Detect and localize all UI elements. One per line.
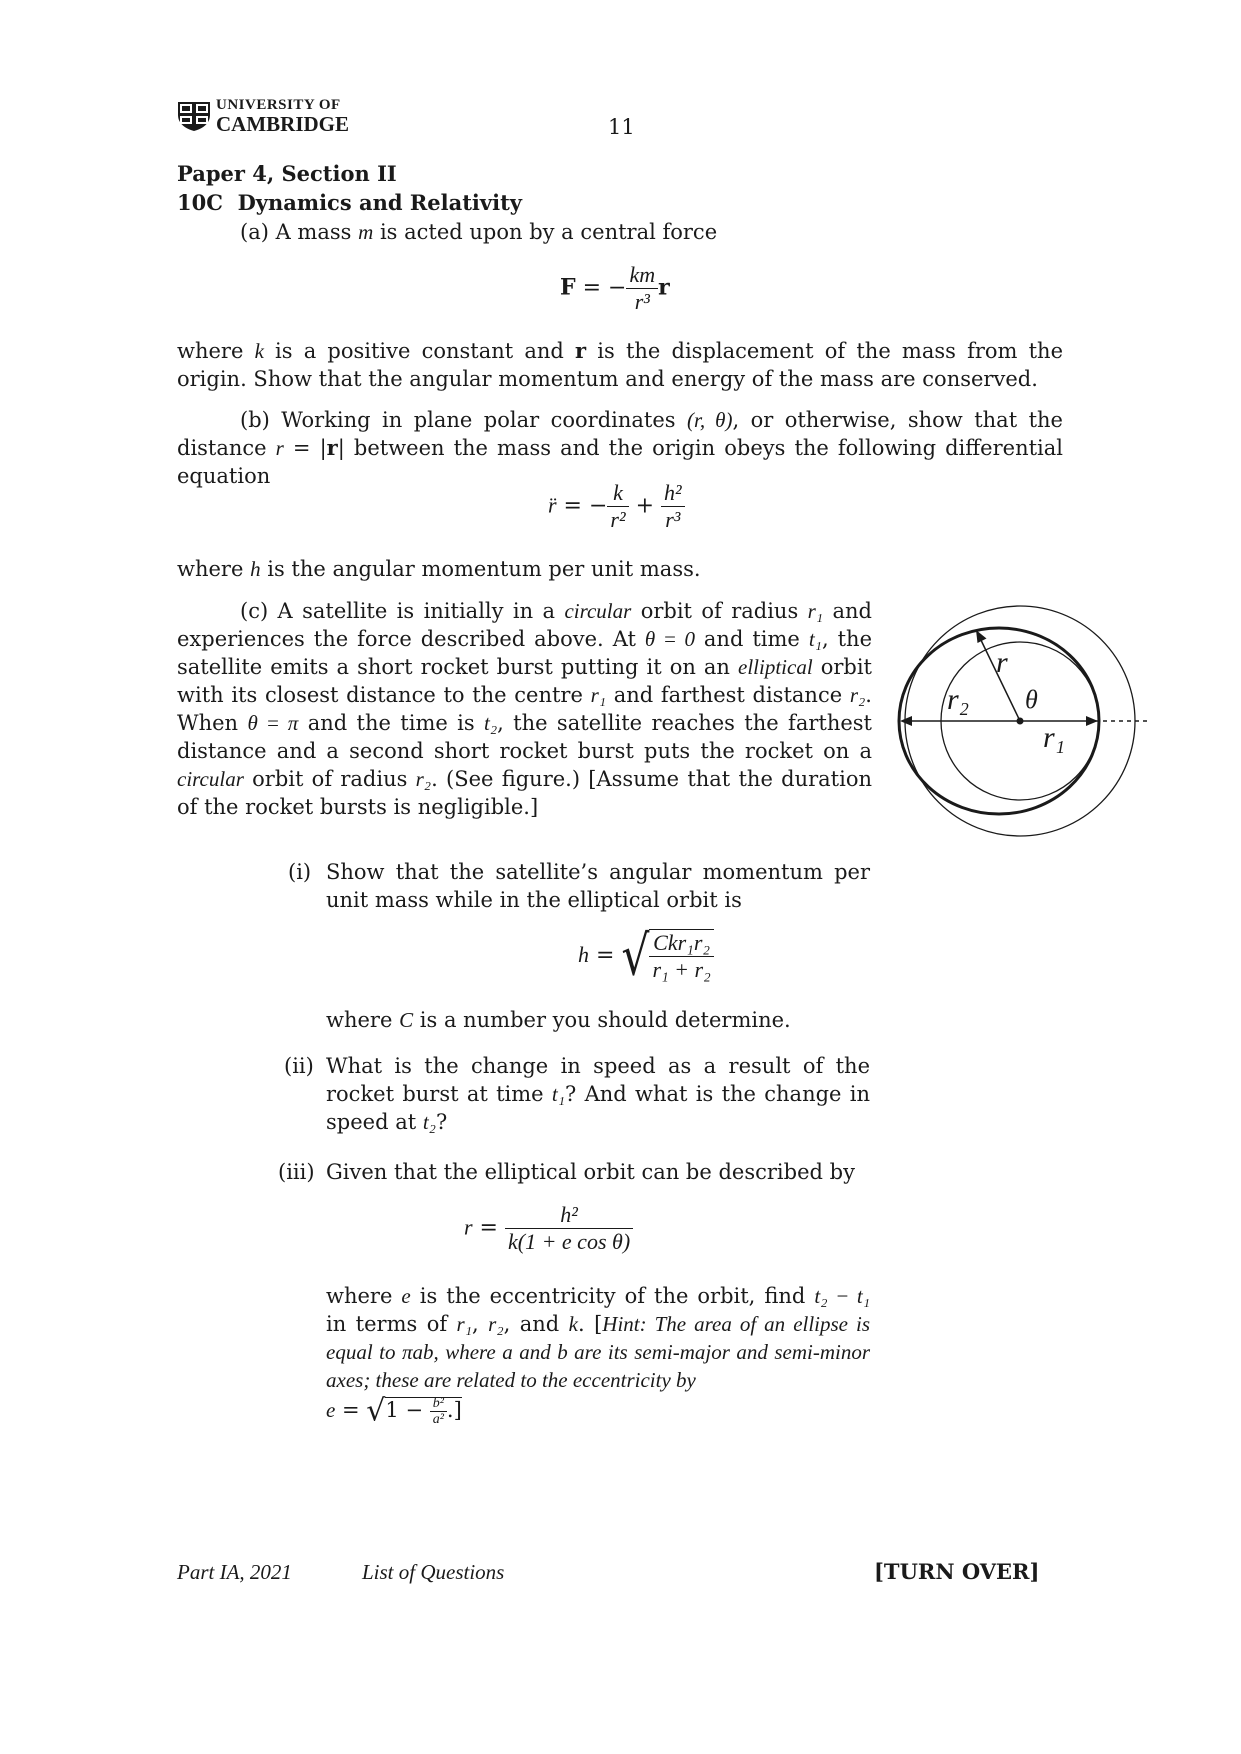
sub-iii-label: (iii) xyxy=(278,1160,315,1184)
eq-orbit-den: k(1 + e cos θ) xyxy=(507,1229,631,1254)
text-span: is a number you should determine. xyxy=(413,1008,791,1032)
math-t2: t₂ xyxy=(422,1110,436,1134)
math-coords: (r, θ) xyxy=(687,408,733,432)
question-number: 10C xyxy=(177,190,223,215)
eq-h-lhs: h xyxy=(578,942,589,967)
math-r1: r₁ xyxy=(807,599,824,623)
sqrt-sign-icon: √ xyxy=(366,1393,386,1429)
text-span: .] xyxy=(446,1398,462,1422)
part-b-text xyxy=(177,406,1063,490)
math-r-bold: r xyxy=(326,435,338,460)
text-span: What is the change in speed as a result of the rocket burst at time xyxy=(326,1054,870,1106)
math-thetapi: θ = π xyxy=(247,711,299,735)
question-title: Dynamics and Relativity xyxy=(237,190,522,215)
eq-ode-eq: = − xyxy=(556,493,608,519)
eq-orbit-fraction xyxy=(505,1202,633,1255)
eq-ode-plus: + xyxy=(628,493,662,519)
eq-ode-num2: h² xyxy=(661,480,685,507)
eq-ode-num1: k xyxy=(607,480,628,507)
math-k: k xyxy=(568,1312,578,1336)
math-r: r xyxy=(275,436,284,460)
text-span: is the angular momentum per unit mass. xyxy=(260,557,701,581)
r1-arrowhead-icon xyxy=(1086,716,1098,726)
r-arrowhead-icon xyxy=(976,630,987,643)
text-span: is acted upon by a central force xyxy=(373,220,718,244)
sub-i-label: (i) xyxy=(288,860,312,884)
text-span: | xyxy=(337,436,345,460)
label-r: r xyxy=(996,646,1008,679)
section-heading: Paper 4, Section II xyxy=(177,161,397,186)
equation-ode xyxy=(548,480,685,533)
eq-ode-frac1 xyxy=(607,480,628,533)
sub-iii-where xyxy=(326,1282,870,1427)
emph-circular: circular xyxy=(177,767,244,791)
text-span: and time xyxy=(694,627,809,651)
footer-list: List of Questions xyxy=(362,1560,505,1584)
math-t1: t₁ xyxy=(551,1082,566,1106)
math-theta0: θ = 0 xyxy=(644,627,695,651)
eq-force-eq: = − xyxy=(575,275,627,301)
text-span: 1 − xyxy=(385,1398,430,1422)
eq-orbit-num: h² xyxy=(505,1202,633,1229)
eq-h-num: Ckr₁r₂ xyxy=(649,930,713,957)
text-span: Working in plane polar coordinates xyxy=(269,408,688,432)
equation-h xyxy=(578,924,714,988)
sqrt-sign-icon: √ xyxy=(621,924,650,988)
text-span: , xyxy=(472,1312,489,1336)
text-span: where xyxy=(177,557,251,581)
sub-iii-text: Given that the elliptical orbit can be described by xyxy=(326,1160,855,1184)
part-c-label: (c) xyxy=(240,599,269,623)
eq-h-den: r₁ + r₂ xyxy=(652,957,711,982)
emph-elliptical: elliptical xyxy=(738,655,813,679)
text-span: where xyxy=(326,1008,400,1032)
text-span: and experiences the force described above. At xyxy=(177,599,872,651)
text-span: A satellite is initially in a xyxy=(268,599,565,623)
sub-ii-text xyxy=(326,1052,870,1136)
part-b-label: (b) xyxy=(240,408,270,432)
text-span: , and xyxy=(503,1312,569,1336)
text-span: in terms of xyxy=(326,1312,457,1336)
math-m: m xyxy=(358,220,374,244)
math-r1: r₁ xyxy=(590,683,607,707)
sub-i-text: Show that the satellite’s angular momentum per unit mass while in the elliptical orbit is xyxy=(326,860,870,912)
eccentricity-formula xyxy=(326,1393,870,1429)
text-span: and the time is xyxy=(298,711,484,735)
text-span: orbit of radius xyxy=(631,599,808,623)
math-r-bold: r xyxy=(575,338,587,363)
text-span: . [ xyxy=(577,1312,603,1336)
eq-orbit-lhs: r xyxy=(464,1214,473,1240)
text-span: = | xyxy=(283,436,327,460)
text-span: is the displacement of the mass from the origin. Show that the angular momentum and energy of the mass are conserved. xyxy=(177,339,1063,391)
math-k: k xyxy=(254,339,264,363)
eq-ode-den2: r³ xyxy=(665,507,681,532)
eq-h-sqrt xyxy=(621,924,713,988)
logo-line-1: UNIVERSITY OF xyxy=(216,97,341,113)
frac-num: b² xyxy=(430,1396,447,1412)
eq-h-fraction xyxy=(649,929,713,983)
r2-arrowhead-icon xyxy=(900,716,912,726)
hint-text: Hint: The area of an ellipse is equal to πab, where a and b are its semi-major and semi-minor axes; these are related to the eccentricity by xyxy=(326,1312,871,1392)
math-t2: t₂ xyxy=(484,711,498,735)
part-b-where xyxy=(177,555,701,583)
math-e: e xyxy=(326,1398,336,1422)
math-t1: t₁ xyxy=(808,627,822,651)
math-r2: r₂ xyxy=(488,1312,504,1336)
math-r2: r₂ xyxy=(415,767,432,791)
text-span: = xyxy=(335,1398,367,1422)
text-span: where xyxy=(326,1284,402,1308)
footer-part: Part IA, 2021 xyxy=(177,1560,292,1584)
text-span: ? xyxy=(435,1110,448,1134)
text-span: , the satellite reaches the farthest distance and a second short rocket burst puts the rocket on a xyxy=(177,711,872,763)
orbit-figure xyxy=(895,596,1155,846)
text-span: and farthest distance xyxy=(606,683,850,707)
frac-den: a² xyxy=(432,1412,444,1427)
eq-force-num: km xyxy=(626,262,658,289)
sqrt-body xyxy=(385,1396,462,1427)
sub-ii-label: (ii) xyxy=(284,1054,314,1078)
eq-force-lhs: F xyxy=(560,274,576,301)
eq-force-den: r³ xyxy=(634,289,650,314)
eq-ode-lhs: r̈ xyxy=(548,492,557,518)
eq-force-fraction xyxy=(626,262,658,315)
text-span: , the satellite emits a short rocket burst putting it on an xyxy=(177,627,872,679)
math-r1: r₁ xyxy=(456,1312,473,1336)
math-C: C xyxy=(399,1008,414,1032)
eq-force-rhs: r xyxy=(658,274,670,301)
label-r1: r₁ xyxy=(1043,721,1066,754)
text-span: where xyxy=(177,339,255,363)
eq-ode-frac2 xyxy=(661,480,685,533)
sub-i-where xyxy=(326,1006,791,1034)
footer-turn-over: [TURN OVER] xyxy=(874,1559,1040,1584)
university-crest-icon xyxy=(177,101,211,131)
math-e: e xyxy=(401,1284,411,1308)
eq-ode-den1: r² xyxy=(610,507,626,532)
text-span: is the eccentricity of the orbit, find xyxy=(410,1284,815,1308)
text-span: orbit with its closest distance to the centre xyxy=(177,655,872,707)
text-span: . (See figure.) [Assume that the duration of the rocket bursts is negligible.] xyxy=(177,767,872,819)
math-r2: r₂ xyxy=(849,683,866,707)
text-span: between the mass and the origin obeys the following differential equation xyxy=(177,436,1063,488)
eq-h-eq: = xyxy=(589,943,622,968)
text-span: orbit of radius xyxy=(243,767,416,791)
eq-orbit-eq: = xyxy=(472,1215,505,1241)
origin-dot xyxy=(1017,718,1024,725)
math-dt: t₂ − t₁ xyxy=(814,1284,870,1308)
part-a-label: (a) xyxy=(240,220,269,244)
text-span: is a positive constant and xyxy=(263,339,576,363)
page-number: 11 xyxy=(608,115,635,139)
part-a-intro xyxy=(240,218,717,246)
math-h: h xyxy=(250,557,261,581)
text-span: A mass xyxy=(275,220,359,244)
question-heading xyxy=(177,189,522,217)
label-r2: r₂ xyxy=(947,683,970,716)
equation-orbit xyxy=(464,1202,633,1255)
part-c-text xyxy=(177,597,872,821)
text-span: . When xyxy=(177,683,872,735)
label-theta: θ xyxy=(1025,685,1038,714)
text-span: ? And what is the change in speed at xyxy=(326,1082,870,1134)
text-span: , or otherwise, show that the distance xyxy=(177,408,1063,460)
emph-circular: circular xyxy=(564,599,632,623)
part-a-where xyxy=(177,337,1063,393)
logo-line-2: CAMBRIDGE xyxy=(216,112,350,136)
equation-force xyxy=(560,262,670,315)
b2-over-a2-fraction xyxy=(430,1396,447,1427)
